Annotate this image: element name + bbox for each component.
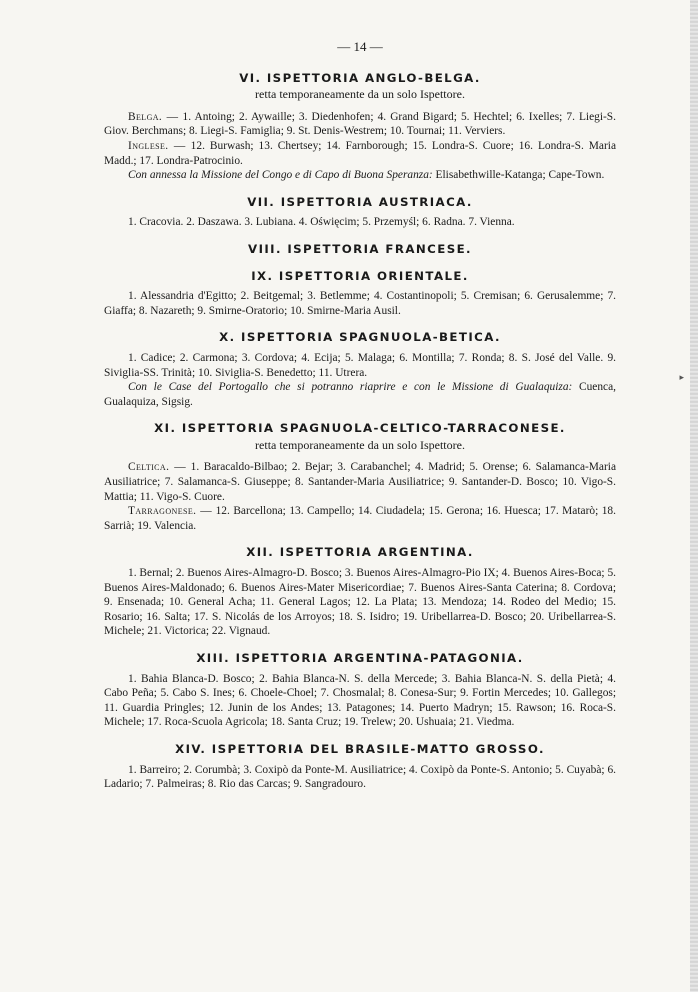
section-title: VI. ISPETTORIA ANGLO-BELGA.: [239, 70, 481, 85]
section-paragraph: [104, 351, 616, 380]
paragraph-text: 1. Bahia Blanca-D. Bosco; 2. Bahia Blanca-N. S. della Mercede; 3. Bahia Blanca-N. S. della Pietà; 4. Cabo Peña; 5. Cabo S. Ines; 6. Choele-Choel; 7. Chosmalal; 8. Conesa-Sur; 9. Fortin Mercedes; 10. Gallegos; 11. Guardia Pringles; 12. Junin de los Andes; 13. Patagones; 14. Puerto Madryn; 15. Rawson; 16. Roca-S. Michele; 17. Roca-Scuola Agricola; 18. Santa Cruz; 19. Trelew; 20. Ushuaia; 21. Viedma.: [104, 672, 616, 729]
section-title: XII. ISPETTORIA ARGENTINA.: [246, 545, 474, 560]
section-paragraph: [104, 110, 616, 139]
section-title: VII. ISPETTORIA AUSTRIACA.: [247, 194, 473, 209]
paragraph-note: Con le Case del Portogallo che si potranno riaprire e con le Missione di Gualaquiza:: [128, 381, 573, 394]
section-paragraph: [104, 672, 616, 730]
paragraph-text: 12. Burwash; 13. Chertsey; 14. Farnborough; 15. Londra-S. Cuore; 16. Londra-S. Maria Madd.; 17. Londra-Patrocinio.: [104, 139, 616, 167]
paragraph-text: Cuenca, Gualaquiza, Sigsig.: [104, 381, 616, 408]
paragraph-note: Con annessa la Missione del Congo e di Capo di Buona Speranza:: [128, 169, 433, 182]
section-paragraph: [104, 763, 616, 792]
section-paragraph: [104, 139, 616, 168]
paragraph-text: 1. Bernal; 2. Buenos Aires-Almagro-D. Bosco; 3. Buenos Aires-Almagro-Pio IX; 4. Buenos Aires-Boca; 5. Buenos Aires-Maldonado; 6. Buenos Aires-Mater Misericordiae; 7. Buenos Aires-Santa Caterina; 8. Cordova; 9. Ensenada; 10. General Acha; 11. General Lagos; 12. La Plata; 13. Mendoza; 14. Rodeo del Medio; 15. Rosario; 16. Salta; 17. S. Nicolás de los Arroyos; 18. S. Isidro; 19. Uribellarrea-D. Bosco; 20. Uribellarrea-S. Michele; 21. Victorica; 22. Vignaud.: [104, 567, 616, 638]
paragraph-text: 1. Barreiro; 2. Corumbà; 3. Coxipò da Ponte-M. Ausiliatrice; 4. Coxipò da Ponte-S. Antonio; 5. Cuyabà; 6. Ladario; 7. Palmeiras; 8. Rio das Carcas; 9. Sangradouro.: [104, 763, 616, 791]
page-number: — 14 —: [337, 39, 383, 54]
paragraph-lead: Celtica. —: [128, 461, 187, 474]
paragraph-lead: Tarragonese. —: [128, 505, 213, 518]
paragraph-text: 1. Baracaldo-Bilbao; 2. Bejar; 3. Carabanchel; 4. Madrid; 5. Orense; 6. Salamanca-Maria Ausiliatrice; 7. Salamanca-S. Giuseppe; 8. Santander-Maria Ausiliatrice; 9. Santander-D. Bosco; 10. Vigo-S. Mattia; 11. Vigo-S. Cuore.: [104, 461, 616, 503]
scan-edge: [690, 0, 698, 992]
section-title: VIII. ISPETTORIA FRANCESE.: [248, 241, 472, 256]
section-title: X. ISPETTORIA SPAGNUOLA-BETICA.: [219, 330, 501, 345]
margin-mark: ▸: [679, 372, 684, 382]
paragraph-text: 1. Alessandria d'Egitto; 2. Beitgemal; 3. Betlemme; 4. Costantinopoli; 5. Cremisan; 6. Gerusalemme; 7. Giaffa; 8. Nazareth; 9. Smirne-Oratorio; 10. Smirne-Maria Ausil.: [104, 290, 616, 317]
section-paragraph: [104, 460, 616, 504]
section-title: XIV. ISPETTORIA DEL BRASILE-MATTO GROSSO.: [175, 741, 545, 756]
section-paragraph: [104, 566, 616, 639]
section-paragraph: [104, 380, 616, 409]
section-paragraph: [104, 504, 616, 533]
section-title: XI. ISPETTORIA SPAGNUOLA-CELTICO-TARRACONESE.: [154, 421, 566, 436]
paragraph-text: 1. Antoing; 2. Aywaille; 3. Diedenhofen; 4. Grand Bigard; 5. Hechtel; 6. Ixelles; 7. Liegi-S. Giov. Berchmans; 8. Liegi-S. Famiglia; 9. St. Denis-Westrem; 10. Tournai; 11. Verviers.: [104, 110, 616, 138]
paragraph-text: 1. Cracovia. 2. Daszawa. 3. Lubiana. 4. Oświęcim; 5. Przemyśl; 6. Radna. 7. Vienna.: [128, 216, 515, 229]
section-paragraph: [104, 168, 616, 183]
paragraph-lead: Inglese. —: [128, 139, 186, 152]
paragraph-text: 12. Barcellona; 13. Campello; 14. Ciudadela; 15. Gerona; 16. Huesca; 17. Matarò; 18. Sarrià; 19. Valencia.: [104, 505, 616, 532]
section-title: XIII. ISPETTORIA ARGENTINA-PATAGONIA.: [196, 651, 524, 665]
section-subtitle: retta temporaneamente da un solo Ispettore.: [255, 437, 465, 452]
section-paragraph: [104, 215, 616, 230]
section-title: IX. ISPETTORIA ORIENTALE.: [251, 268, 469, 283]
paragraph-text: Elisabethwille-Katanga; Cape-Town.: [432, 169, 605, 182]
section-subtitle: retta temporaneamente da un solo Ispettore.: [255, 87, 465, 102]
paragraph-lead: Belga. —: [128, 110, 179, 123]
section-paragraph: [104, 289, 616, 318]
paragraph-text: 1. Cadice; 2. Carmona; 3. Cordova; 4. Ecija; 5. Malaga; 6. Montilla; 7. Ronda; 8. S. José del Valle. 9. Siviglia-SS. Trinità; 10. Siviglia-S. Benedetto; 11. Utrera.: [104, 351, 616, 379]
sections-container: [104, 71, 616, 792]
document-page: [104, 40, 616, 792]
